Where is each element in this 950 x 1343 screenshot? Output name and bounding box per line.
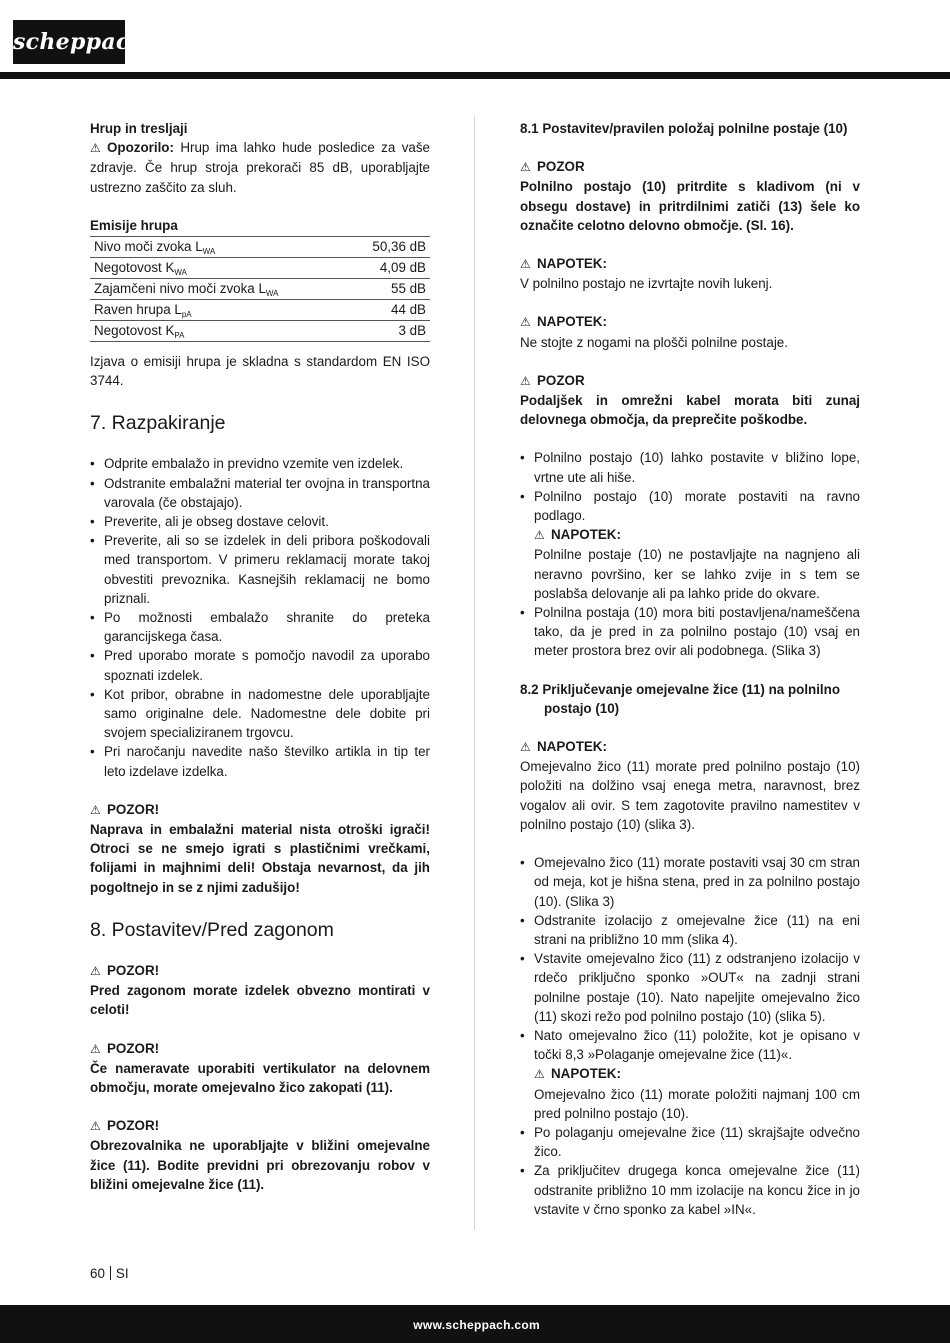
- left-column: [90, 119, 430, 1194]
- list-item: • Omejevalno žico (11) morate postaviti vsaj 30 cm stran od meja, kot je hišna stena, pred in za polnilno postajo (10). (Slika 3): [520, 853, 860, 911]
- pozor-2-label: ⚠ POZOR!: [90, 961, 430, 981]
- list-item: • Odstranite embalažni material ter ovojna in transportna varovala (če obstajajo).: [90, 474, 430, 512]
- pozor-4-label: ⚠ POZOR!: [90, 1116, 430, 1136]
- table-cell-label: Negotovost $K_{PA}$: [90, 321, 348, 342]
- warning-icon: ⚠: [520, 315, 531, 330]
- noise-heading: Hrup in tresljaji: [90, 121, 188, 136]
- table-cell-label: Nivo moči zvoka $L_{WA}$: [90, 237, 348, 258]
- bottom-bar: [0, 1305, 950, 1343]
- table-row: [90, 237, 430, 258]
- napotek-note-text: Polnilne postaje (10) ne postavljajte na nagnjeno ali neravno površino, ker se lahko zvije in s tem se poslabša delovanje ali pa lahko pride do okvare.: [534, 547, 860, 601]
- napotek-note-label: ⚠ NAPOTEK:: [534, 1064, 860, 1084]
- list-item: • Po možnosti embalažo shranite do preteka garancijskega časa.: [90, 608, 430, 646]
- napotek-a-text: V polnilno postajo ne izvrtajte novih lukenj.: [520, 276, 773, 292]
- napotek-b-label: ⚠ NAPOTEK:: [520, 312, 860, 332]
- table-row: [90, 258, 430, 279]
- pozor-2-text: Pred zagonom morate izdelek obvezno montirati v celoti!: [90, 983, 430, 1018]
- list-item: • Po polaganju omejevalne žice (11) skrajšajte odvečno žico.: [520, 1123, 860, 1161]
- page-number: 60: [90, 1266, 105, 1281]
- table-cell-value: 50,36 dB: [348, 237, 430, 258]
- pozor-4-text: Obrezovalnika ne uporabljajte v bližini omejevalne žice (11). Bodite previdni pri obrezovanju robov v bližini omejevalne žice (11).: [90, 1138, 430, 1192]
- warning-icon: ⚠: [520, 257, 531, 272]
- right-column: [520, 119, 860, 1219]
- website-url: www.scheppach.com: [413, 1318, 540, 1332]
- section-8-2-heading: 8.2 Priključevanje omejevalne žice (11) na polnilno postajo (10): [520, 681, 841, 716]
- section-8-1-heading: 8.1 Postavitev/pravilen položaj polnilne postaje (10): [520, 121, 848, 136]
- top-bar: [0, 72, 950, 79]
- list-item: • Polnilno postajo (10) lahko postavite v bližino lope, vrtne ute ali hiše.: [520, 448, 860, 486]
- warning-icon: ⚠: [90, 963, 101, 978]
- list-item: • Vstavite omejevalno žico (11) z odstranjeno izolacijo v rdečo priključno sponko »OUT« na zadnji strani polnilne postaje (10). Nato napeljite omejevalno žico (11) skozi režo pod polnilno postajo (10) (slika 5).: [520, 949, 860, 1026]
- pozor-1-text: Naprava in embalažni material nista otroški igrači! Otroci se ne smejo igrati s plastičnimi vrečkami, folijami in majhnimi deli! Obstaja nevarnost, da jih pogoltnejo in se z njimi zadušijo!: [90, 822, 430, 895]
- list-item: • Odstranite izolacijo z omejevalne žice (11) na eni strani na približno 10 mm (slika 4).: [520, 911, 860, 949]
- emission-statement: Izjava o emisiji hrupa je skladna s standardom EN ISO 3744.: [90, 354, 430, 389]
- list-item: • Preverite, ali so se izdelek in deli pribora poškodovali med transportom. V primeru reklamacij morate takoj obvestiti prevoznika. Kasnejših reklamacij ne bomo priznali.: [90, 531, 430, 608]
- table-cell-label: Zajamčeni nivo moči zvoka $L_{WA}$: [90, 279, 348, 300]
- napotek-note-label: ⚠ NAPOTEK:: [534, 525, 860, 545]
- table-cell-value: 4,09 dB: [348, 258, 430, 279]
- table-cell-label: Negotovost $K_{WA}$: [90, 258, 348, 279]
- list-item: • Nato omejevalno žico (11) položite, kot je opisano v točki 8,3 »Polaganje omejevalne žice (11)«. ⚠ NAPOTEK: Omejevalno žico (11) morate položiti najmanj 100 cm pred polnilno postajo (10).: [520, 1026, 860, 1123]
- section-7-title: 7. Razpakiranje: [90, 412, 226, 435]
- placement-list: [520, 448, 860, 660]
- warning-icon: ⚠: [90, 1041, 101, 1056]
- list-item: • Preverite, ali je obseg dostave celovit.: [90, 512, 430, 531]
- list-item: • Pred uporabo morate s pomočjo navodil za uporabo spoznati izdelek.: [90, 646, 430, 684]
- pozor-3-text: Če nameravate uporabiti vertikulator na delovnem območju, morate omejevalno žico zakopati (11).: [90, 1060, 430, 1095]
- noise-emission-table: [90, 236, 430, 342]
- napotek-b-text: Ne stojte z nogami na plošči polnilne postaje.: [520, 334, 788, 350]
- table-cell-value: 55 dB: [348, 279, 430, 300]
- warning-icon: ⚠: [90, 141, 101, 156]
- list-item: • Polnilna postaja (10) mora biti postavljena/nameščena tako, da je pred in za polnilno postajo (10) vsaj en meter prostora brez ovir ali podobnega. (Slika 3): [520, 603, 860, 661]
- warning-icon: ⚠: [90, 1119, 101, 1134]
- table-row: [90, 300, 430, 321]
- napotek-a-label: ⚠ NAPOTEK:: [520, 254, 860, 274]
- unpacking-list: [90, 454, 430, 780]
- list-item: • Polnilno postajo (10) morate postaviti na ravno podlago. ⚠ NAPOTEK: Polnilne postaje (10) ne postavljajte na nagnjeno ali neravno površino, ker se lahko zvije in s tem se poslabša delovanje ali pa lahko pride do okvare.: [520, 487, 860, 603]
- language-code: SI: [115, 1266, 129, 1281]
- pozor-a-label: ⚠ POZOR: [520, 157, 860, 177]
- napotek-c-text: Omejevalno žico (11) morate pred polnilno postajo (10) položiti na dolžino vsaj enega metra, naravnost, brez vogalov ali ovir. S tem zagotovite pravilno namestitev v polnilno postajo (10) (slika 3).: [520, 759, 860, 832]
- pozor-1-label: ⚠ POZOR!: [90, 800, 430, 820]
- napotek-note-text: Omejevalno žico (11) morate položiti najmanj 100 cm pred polnilno postajo (10).: [534, 1086, 860, 1121]
- warning-icon: ⚠: [534, 1067, 545, 1082]
- table-cell-label: Raven hrupa $L_{pA}$: [90, 300, 348, 321]
- noise-warning: ⚠ Opozorilo: Hrup ima lahko hude posledice za vaše zdravje. Če hrup stroja prekorači 85 dB, uporabljajte ustrezno zaščito za sluh.: [90, 140, 430, 195]
- emission-heading: Emisije hrupa: [90, 217, 178, 233]
- list-item: • Pri naročanju navedite našo številko artikla in tip ter leto izdelave izdelka.: [90, 742, 430, 780]
- warning-icon: ⚠: [534, 528, 545, 543]
- warning-icon: ⚠: [520, 373, 531, 388]
- wire-connection-list: [520, 853, 860, 1219]
- table-row: [90, 321, 430, 342]
- table-cell-value: 44 dB: [348, 300, 430, 321]
- warning-icon: ⚠: [520, 740, 531, 755]
- column-divider: [474, 115, 475, 1230]
- napotek-c-label: ⚠ NAPOTEK:: [520, 737, 860, 757]
- page-footer: [90, 1264, 129, 1283]
- list-item: • Za priključitev drugega konca omejevalne žice (11) odstranite približno 10 mm izolacije na koncu žice in jo vstavite v črno sponko za kabel »IN«.: [520, 1161, 860, 1219]
- table-row: [90, 279, 430, 300]
- pozor-3-label: ⚠ POZOR!: [90, 1039, 430, 1059]
- brand-logo: scheppach: [13, 20, 125, 64]
- pozor-b-label: ⚠ POZOR: [520, 371, 860, 391]
- warning-icon: ⚠: [90, 802, 101, 817]
- table-cell-value: 3 dB: [348, 321, 430, 342]
- list-item: • Odprite embalažo in previdno vzemite ven izdelek.: [90, 454, 430, 473]
- list-item: • Kot pribor, obrabne in nadomestne dele uporabljajte samo originalne dele. Nadomestne dele dobite pri svojem specializiranem trgovcu.: [90, 685, 430, 743]
- warning-icon: ⚠: [520, 160, 531, 175]
- pozor-a-text: Polnilno postajo (10) pritrdite s kladivom (ni v obsegu dostave) in pritrdilnimi zatiči (13) šele ko označite celotno delovno območje. (Sl. 16).: [520, 179, 860, 233]
- pozor-b-text: Podaljšek in omrežni kabel morata biti zunaj delovnega območja, da preprečite poškodbe.: [520, 393, 860, 428]
- footer-separator: [110, 1266, 111, 1280]
- section-8-title: 8. Postavitev/Pred zagonom: [90, 918, 334, 941]
